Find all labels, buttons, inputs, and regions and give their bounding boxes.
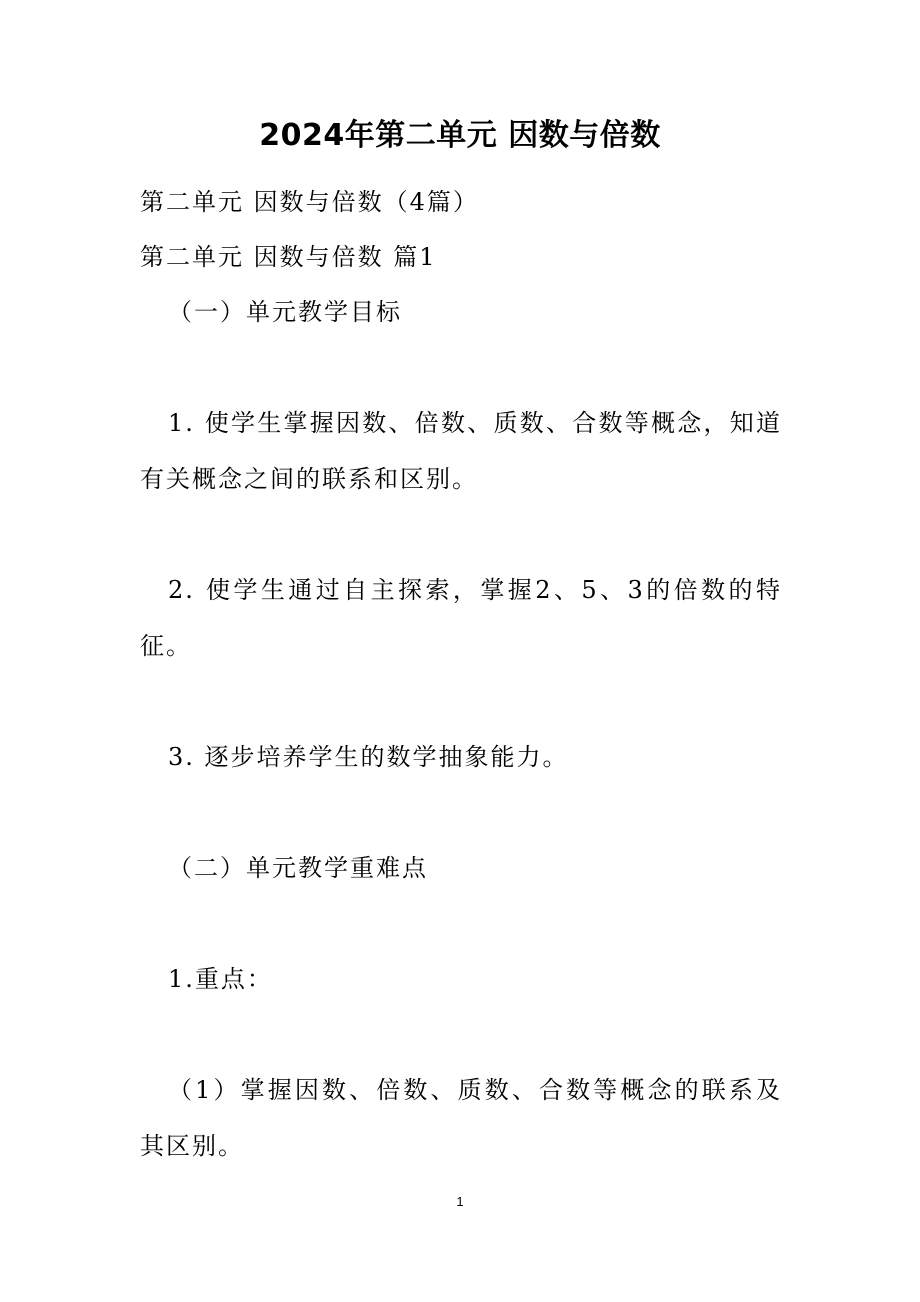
key-point-paragraph-1: （1）掌握因数、倍数、质数、合数等概念的联系及其区别。 bbox=[140, 1076, 782, 1160]
article-heading: 第二单元 因数与倍数 篇1 bbox=[140, 243, 437, 271]
collection-heading: 第二单元 因数与倍数（4篇） bbox=[140, 188, 479, 216]
section-heading-key-points: （二）单元教学重难点 bbox=[168, 854, 428, 882]
document-title: 2024年第二单元 因数与倍数 bbox=[259, 118, 661, 153]
section-heading-teaching-goals: （一）单元教学目标 bbox=[168, 298, 402, 326]
goal-paragraph-2: 2. 使学生通过自主探索，掌握2、5、3的倍数的特征。 bbox=[140, 576, 782, 660]
key-point-label: 1.重点： bbox=[168, 965, 273, 993]
goal-paragraph-3: 3. 逐步培养学生的数学抽象能力。 bbox=[168, 743, 569, 771]
page-number: 1 bbox=[456, 1194, 464, 1209]
goal-paragraph-1: 1. 使学生掌握因数、倍数、质数、合数等概念，知道有关概念之间的联系和区别。 bbox=[140, 409, 782, 493]
